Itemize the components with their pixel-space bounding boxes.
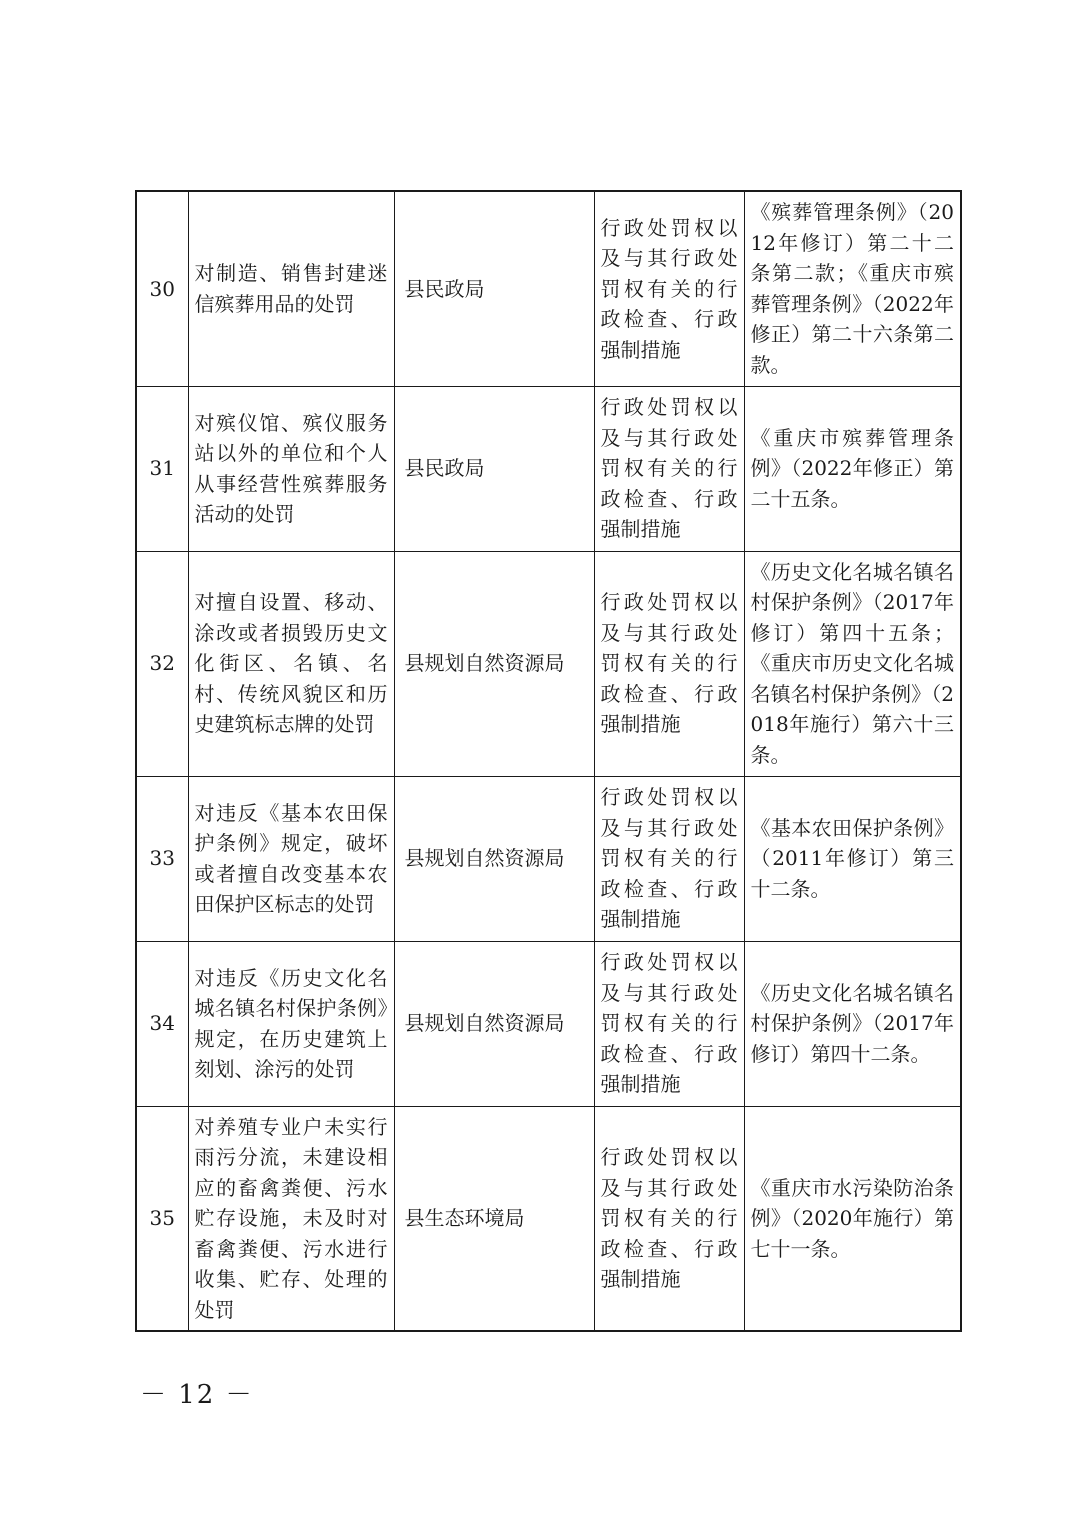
- table-row: [136, 1106, 961, 1331]
- legal-basis: 《殡葬管理条例》（2012年修订）第二十二条第二款；《重庆市殡葬管理条例》（2022年修正）第二十六条第二款。: [744, 191, 961, 386]
- responsible-department: 县规划自然资源局: [394, 941, 594, 1106]
- table-row: [136, 386, 961, 551]
- legal-basis: 《历史文化名城名镇名村保护条例》（2017年修订）第四十二条。: [744, 941, 961, 1106]
- legal-basis: 《历史文化名城名镇名村保护条例》（2017年修订）第四十五条；《重庆市历史文化名城名镇名村保护条例》（2018年施行）第六十三条。: [744, 551, 961, 776]
- row-number: 35: [136, 1106, 188, 1331]
- penalty-item: 对殡仪馆、殡仪服务站以外的单位和个人从事经营性殡葬服务活动的处罚: [188, 386, 394, 551]
- authority-type: 行政处罚权以及与其行政处罚权有关的行政检查、行政强制措施: [594, 386, 744, 551]
- row-number: 33: [136, 776, 188, 941]
- responsible-department: 县民政局: [394, 191, 594, 386]
- legal-basis: 《重庆市殡葬管理条例》（2022年修正）第二十五条。: [744, 386, 961, 551]
- responsible-department: 县规划自然资源局: [394, 551, 594, 776]
- penalty-authority-table: [135, 190, 962, 1332]
- row-number: 34: [136, 941, 188, 1106]
- penalty-item: 对擅自设置、移动、涂改或者损毁历史文化街区、名镇、名村、传统风貌区和历史建筑标志牌的处罚: [188, 551, 394, 776]
- penalty-item: 对制造、销售封建迷信殡葬用品的处罚: [188, 191, 394, 386]
- row-number: 31: [136, 386, 188, 551]
- authority-type: 行政处罚权以及与其行政处罚权有关的行政检查、行政强制措施: [594, 551, 744, 776]
- responsible-department: 县民政局: [394, 386, 594, 551]
- table-row: [136, 191, 961, 386]
- row-number: 32: [136, 551, 188, 776]
- table-row: [136, 551, 961, 776]
- penalty-item: 对违反《历史文化名城名镇名村保护条例》规定，在历史建筑上刻划、涂污的处罚: [188, 941, 394, 1106]
- legal-basis: 《基本农田保护条例》（2011年修订）第三十二条。: [744, 776, 961, 941]
- authority-type: 行政处罚权以及与其行政处罚权有关的行政检查、行政强制措施: [594, 191, 744, 386]
- page-number: － 12 －: [140, 1380, 254, 1410]
- authority-type: 行政处罚权以及与其行政处罚权有关的行政检查、行政强制措施: [594, 941, 744, 1106]
- table-row: [136, 941, 961, 1106]
- legal-basis: 《重庆市水污染防治条例》（2020年施行）第七十一条。: [744, 1106, 961, 1331]
- responsible-department: 县生态环境局: [394, 1106, 594, 1331]
- authority-type: 行政处罚权以及与其行政处罚权有关的行政检查、行政强制措施: [594, 776, 744, 941]
- row-number: 30: [136, 191, 188, 386]
- authority-type: 行政处罚权以及与其行政处罚权有关的行政检查、行政强制措施: [594, 1106, 744, 1331]
- penalty-item: 对违反《基本农田保护条例》规定，破坏或者擅自改变基本农田保护区标志的处罚: [188, 776, 394, 941]
- responsible-department: 县规划自然资源局: [394, 776, 594, 941]
- table-row: [136, 776, 961, 941]
- penalty-item: 对养殖专业户未实行雨污分流，未建设相应的畜禽粪便、污水贮存设施，未及时对畜禽粪便、污水进行收集、贮存、处理的处罚: [188, 1106, 394, 1331]
